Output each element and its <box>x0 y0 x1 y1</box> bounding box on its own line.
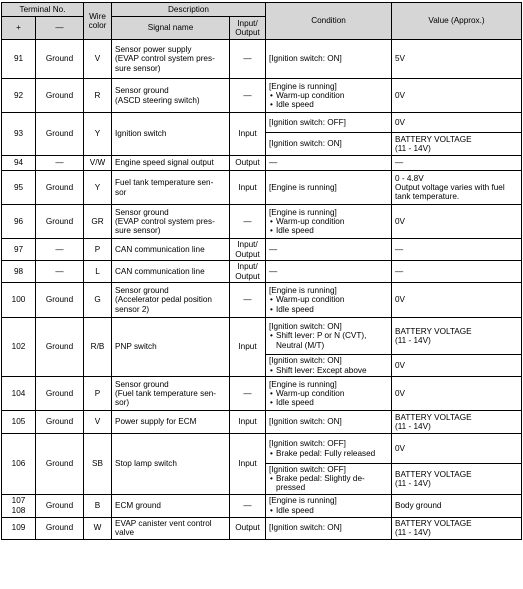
header-condition: Condition <box>266 3 392 40</box>
condition-list <box>269 506 388 515</box>
terminal-plus: 109 <box>2 517 36 539</box>
table-row <box>2 494 522 517</box>
condition <box>266 517 392 539</box>
table-header <box>2 3 522 40</box>
terminal-minus: Ground <box>36 434 84 495</box>
header-description: Description <box>112 3 266 17</box>
table-body <box>2 40 522 540</box>
input-output: — <box>230 283 266 318</box>
input-output: Input/ Output <box>230 239 266 261</box>
condition-heading: [Ignition switch: ON] <box>269 523 342 533</box>
wire-color: P <box>84 239 112 261</box>
terminal-minus: Ground <box>36 113 84 156</box>
value: 0V <box>392 377 522 411</box>
wire-color: SB <box>84 434 112 495</box>
input-output: — <box>230 494 266 517</box>
value: Body ground <box>392 494 522 517</box>
signal-name: Fuel tank temperature sen- sor <box>112 171 230 205</box>
input-output: — <box>230 205 266 239</box>
terminal-plus: 104 <box>2 377 36 411</box>
terminal-plus: 105 <box>2 411 36 434</box>
condition <box>266 261 392 283</box>
terminal-plus: 95 <box>2 171 36 205</box>
header-plus: + <box>2 17 36 40</box>
signal-name: Sensor ground (ASCD steering switch) <box>112 79 230 113</box>
condition-heading: [Ignition switch: ON] <box>269 54 342 64</box>
terminal-minus: — <box>36 261 84 283</box>
ecm-terminal-table <box>1 2 522 540</box>
condition-item: • Shift lever: P or N (CVT), Neutral (M/T) <box>276 331 388 349</box>
condition-list <box>269 474 388 492</box>
header-input-output: Input/ Output <box>230 17 266 40</box>
value: BATTERY VOLTAGE (11 - 14V) <box>392 318 522 355</box>
condition-item: • Shift lever: Except above <box>276 366 388 375</box>
input-output: Input <box>230 171 266 205</box>
condition-item: • Warm-up condition <box>276 91 388 100</box>
condition-item: • Brake pedal: Fully released <box>276 449 388 458</box>
condition-item: • Brake pedal: Slightly de- pressed <box>276 474 388 492</box>
wire-color: W <box>84 517 112 539</box>
header-value: Value (Approx.) <box>392 3 522 40</box>
terminal-plus: 107 108 <box>2 494 36 517</box>
terminal-plus: 100 <box>2 283 36 318</box>
wire-color: L <box>84 261 112 283</box>
value: BATTERY VOLTAGE (11 - 14V) <box>392 411 522 434</box>
wire-color: V <box>84 411 112 434</box>
table-row <box>2 205 522 239</box>
value: — <box>392 239 522 261</box>
signal-name: EVAP canister vent control valve <box>112 517 230 539</box>
wire-color: R <box>84 79 112 113</box>
condition-heading: [Ignition switch: ON] <box>269 139 342 149</box>
table-row <box>2 261 522 283</box>
terminal-minus: Ground <box>36 205 84 239</box>
value: 0V <box>392 205 522 239</box>
condition-item: • Idle speed <box>276 305 388 314</box>
condition-heading: [Ignition switch: OFF] <box>269 117 346 127</box>
condition <box>266 79 392 113</box>
condition-heading: [Engine is running] <box>269 182 337 192</box>
condition <box>266 464 392 495</box>
condition-heading: — <box>269 244 278 254</box>
signal-name: Sensor ground (Fuel tank temperature sen- sor) <box>112 377 230 411</box>
condition-list <box>269 91 388 109</box>
condition <box>266 494 392 517</box>
condition-item: • Idle speed <box>276 506 388 515</box>
condition-item: • Warm-up condition <box>276 295 388 304</box>
table-row <box>2 377 522 411</box>
terminal-plus: 94 <box>2 156 36 171</box>
wire-color: GR <box>84 205 112 239</box>
condition <box>266 434 392 464</box>
wire-color: Y <box>84 171 112 205</box>
terminal-minus: Ground <box>36 377 84 411</box>
terminal-minus: — <box>36 239 84 261</box>
condition-list <box>269 217 388 235</box>
condition-list <box>269 389 388 407</box>
condition-heading: [Ignition switch: ON] <box>269 356 342 366</box>
wire-color: V <box>84 40 112 79</box>
terminal-plus: 93 <box>2 113 36 156</box>
condition-heading: [Ignition switch: ON] <box>269 322 342 332</box>
terminal-minus: Ground <box>36 318 84 377</box>
table-row <box>2 411 522 434</box>
header-terminal-no: Terminal No. <box>2 3 84 17</box>
wire-color: P <box>84 377 112 411</box>
signal-name: Engine speed signal output <box>112 156 230 171</box>
terminal-plus: 106 <box>2 434 36 495</box>
input-output: Input/ Output <box>230 261 266 283</box>
condition-item: • Idle speed <box>276 100 388 109</box>
input-output: — <box>230 377 266 411</box>
input-output: Output <box>230 156 266 171</box>
condition <box>266 355 392 377</box>
condition-heading: [Engine is running] <box>269 496 337 506</box>
condition <box>266 411 392 434</box>
table-row <box>2 318 522 355</box>
condition <box>266 113 392 133</box>
header-signal-name: Signal name <box>112 17 230 40</box>
terminal-minus: Ground <box>36 517 84 539</box>
terminal-plus: 91 <box>2 40 36 79</box>
input-output: Input <box>230 434 266 495</box>
condition <box>266 156 392 171</box>
terminal-minus: Ground <box>36 411 84 434</box>
value: 5V <box>392 40 522 79</box>
terminal-minus: Ground <box>36 494 84 517</box>
condition <box>266 171 392 205</box>
condition-heading: [Ignition switch: OFF] <box>269 465 346 474</box>
value: BATTERY VOLTAGE (11 - 14V) <box>392 133 522 156</box>
condition-list <box>269 366 388 375</box>
condition-item: • Warm-up condition <box>276 389 388 398</box>
table-row <box>2 113 522 133</box>
table-row <box>2 156 522 171</box>
condition-heading: — <box>269 158 278 168</box>
condition-heading: [Ignition switch: ON] <box>269 417 342 427</box>
terminal-minus: Ground <box>36 40 84 79</box>
value: 0 - 4.8V Output voltage varies with fuel tank temperature. <box>392 171 522 205</box>
input-output: Input <box>230 318 266 377</box>
condition-item: • Idle speed <box>276 398 388 407</box>
table-row <box>2 40 522 79</box>
terminal-plus: 98 <box>2 261 36 283</box>
terminal-plus: 102 <box>2 318 36 377</box>
table-row <box>2 434 522 464</box>
header-wire-color: Wire color <box>84 3 112 40</box>
signal-name: PNP switch <box>112 318 230 377</box>
value: 0V <box>392 79 522 113</box>
table-row <box>2 517 522 539</box>
signal-name: Power supply for ECM <box>112 411 230 434</box>
signal-name: Sensor power supply (EVAP control system pres- sure sensor) <box>112 40 230 79</box>
terminal-plus: 92 <box>2 79 36 113</box>
signal-name: CAN communication line <box>112 261 230 283</box>
condition-list <box>269 295 388 313</box>
condition-heading: [Engine is running] <box>269 286 337 296</box>
condition-heading: [Engine is running] <box>269 81 337 91</box>
value: 0V <box>392 355 522 377</box>
terminal-plus: 96 <box>2 205 36 239</box>
terminal-minus: Ground <box>36 171 84 205</box>
value: 0V <box>392 283 522 318</box>
input-output: Input <box>230 411 266 434</box>
condition-heading: [Engine is running] <box>269 207 337 217</box>
condition-heading: — <box>269 266 278 276</box>
terminal-minus: — <box>36 156 84 171</box>
terminal-minus: Ground <box>36 79 84 113</box>
condition <box>266 205 392 239</box>
condition <box>266 239 392 261</box>
value: — <box>392 261 522 283</box>
condition-item: • Idle speed <box>276 226 388 235</box>
condition-heading: [Engine is running] <box>269 379 337 389</box>
condition-item: • Warm-up condition <box>276 217 388 226</box>
wire-color: V/W <box>84 156 112 171</box>
table-row <box>2 283 522 318</box>
wire-color: Y <box>84 113 112 156</box>
value: BATTERY VOLTAGE (11 - 14V) <box>392 517 522 539</box>
value: — <box>392 156 522 171</box>
value: 0V <box>392 113 522 133</box>
condition <box>266 318 392 355</box>
value: 0V <box>392 434 522 464</box>
signal-name: Stop lamp switch <box>112 434 230 495</box>
signal-name: Sensor ground (Accelerator pedal position sensor 2) <box>112 283 230 318</box>
terminal-minus: Ground <box>36 283 84 318</box>
table-row <box>2 239 522 261</box>
table-row <box>2 79 522 113</box>
condition <box>266 283 392 318</box>
input-output: — <box>230 79 266 113</box>
input-output: Output <box>230 517 266 539</box>
condition <box>266 40 392 79</box>
wire-color: R/B <box>84 318 112 377</box>
input-output: Input <box>230 113 266 156</box>
value: BATTERY VOLTAGE (11 - 14V) <box>392 464 522 495</box>
condition-list <box>269 331 388 349</box>
terminal-plus: 97 <box>2 239 36 261</box>
condition <box>266 133 392 156</box>
signal-name: Sensor ground (EVAP control system pres- sure sensor) <box>112 205 230 239</box>
table-row <box>2 171 522 205</box>
signal-name: CAN communication line <box>112 239 230 261</box>
wire-color: B <box>84 494 112 517</box>
header-minus: — <box>36 17 84 40</box>
condition <box>266 377 392 411</box>
signal-name: ECM ground <box>112 494 230 517</box>
input-output: — <box>230 40 266 79</box>
signal-name: Ignition switch <box>112 113 230 156</box>
condition-heading: [Ignition switch: OFF] <box>269 439 346 449</box>
wire-color: G <box>84 283 112 318</box>
condition-list <box>269 449 388 458</box>
